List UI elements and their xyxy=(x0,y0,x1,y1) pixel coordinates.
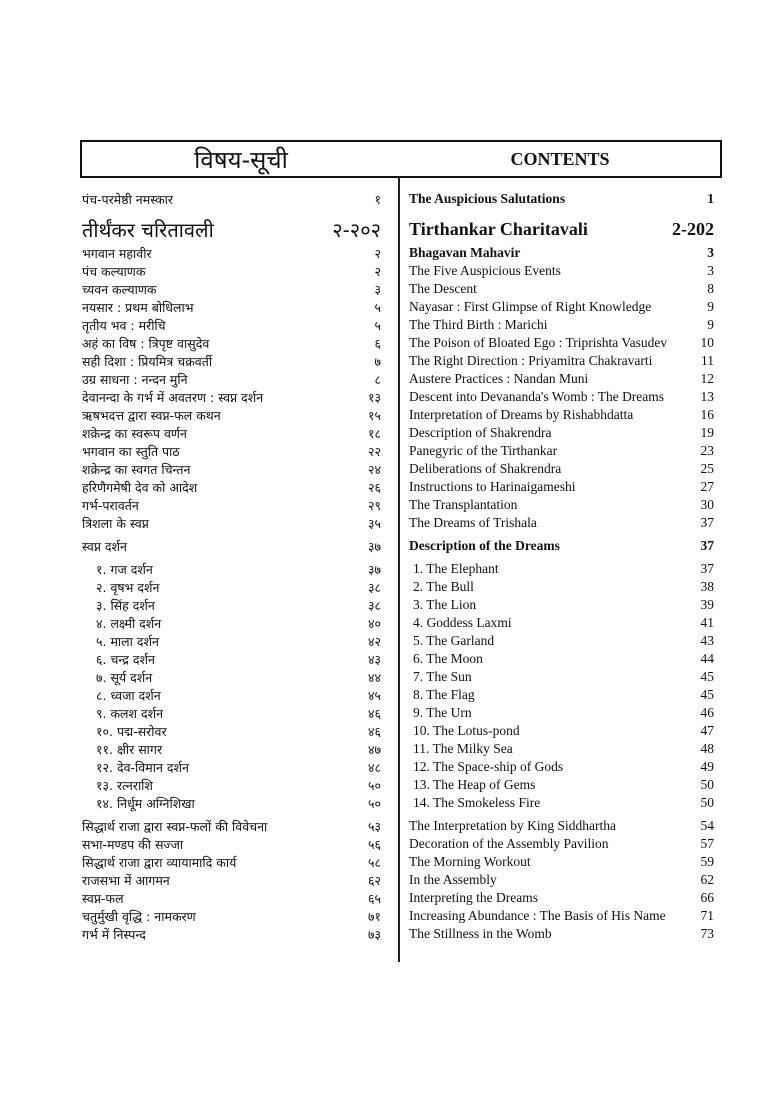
english-entry xyxy=(409,854,714,870)
toc-row xyxy=(82,190,714,208)
hindi-entry-title: ९. कलश दर्शन xyxy=(96,705,164,721)
hindi-entry-title: स्वप्न-फल xyxy=(82,890,124,906)
english-entry-title: The Interpretation by King Siddhartha xyxy=(409,818,616,833)
toc-row xyxy=(82,871,714,889)
toc-row xyxy=(82,460,714,478)
english-page-number: 37 xyxy=(700,538,714,553)
hindi-page-number: ७१ xyxy=(368,908,382,924)
toc-row xyxy=(82,388,714,406)
toc-row xyxy=(82,925,714,943)
english-entry xyxy=(409,651,714,667)
hindi-entry xyxy=(82,461,391,478)
toc-row xyxy=(82,406,714,424)
hindi-entry xyxy=(82,723,391,740)
english-entry xyxy=(409,281,714,297)
toc-row xyxy=(82,352,714,370)
hindi-entry xyxy=(82,615,391,632)
english-page-number: 45 xyxy=(700,669,714,684)
hindi-page-number: १ xyxy=(374,191,382,207)
english-entry xyxy=(409,461,714,477)
english-entry xyxy=(409,191,714,207)
hindi-entry-title: गर्भ-परावर्तन xyxy=(82,497,139,513)
english-entry xyxy=(409,497,714,513)
english-page-number: 1 xyxy=(707,191,714,206)
toc-row xyxy=(82,614,714,632)
hindi-page-number: ६५ xyxy=(368,890,382,906)
hindi-page-number: २४ xyxy=(368,461,382,477)
english-page-number: 37 xyxy=(700,561,714,576)
hindi-page-number: ४२ xyxy=(368,633,382,649)
english-entry-title: Increasing Abundance : The Basis of His Name xyxy=(409,908,666,923)
english-entry-title: 7. The Sun xyxy=(413,669,472,684)
hindi-entry xyxy=(82,633,391,650)
toc-row xyxy=(82,560,714,578)
hindi-page-number: ७ xyxy=(374,353,382,369)
english-entry xyxy=(409,479,714,495)
english-entry xyxy=(409,633,714,649)
hindi-page-number: ५३ xyxy=(368,818,382,834)
hindi-entry xyxy=(82,281,391,298)
english-entry-title: 9. The Urn xyxy=(413,705,472,720)
english-entry xyxy=(409,538,714,554)
english-entry-title: The Third Birth : Marichi xyxy=(409,317,548,332)
english-entry xyxy=(409,561,714,577)
hindi-entry xyxy=(82,777,391,794)
hindi-entry-title: सभा-मण्डप की सज्जा xyxy=(82,836,184,852)
hindi-entry-title: भगवान महावीर xyxy=(82,245,152,261)
english-entry xyxy=(409,872,714,888)
english-entry-title: 8. The Flag xyxy=(413,687,475,702)
english-entry xyxy=(409,687,714,703)
hindi-entry-title: ७. सूर्य दर्शन xyxy=(96,669,153,685)
hindi-page-number: ५ xyxy=(374,299,382,315)
hindi-entry-title: १. गज दर्शन xyxy=(96,561,153,577)
english-entry-title: Instructions to Harinaigameshi xyxy=(409,479,576,494)
english-entry xyxy=(409,407,714,423)
hindi-entry-title: पंच कल्याणक xyxy=(82,263,146,279)
hindi-entry xyxy=(82,479,391,496)
hindi-title: विषय-सूची xyxy=(194,145,288,174)
hindi-page-number: ५० xyxy=(368,795,382,811)
english-page-number: 50 xyxy=(700,777,714,792)
toc-row xyxy=(82,262,714,280)
english-page-number: 19 xyxy=(700,425,714,440)
hindi-page-number: २-२०२ xyxy=(332,217,382,242)
hindi-entry xyxy=(82,371,391,388)
toc-row xyxy=(82,442,714,460)
english-entry xyxy=(409,890,714,906)
english-page-number: 62 xyxy=(700,872,714,887)
toc-row xyxy=(82,632,714,650)
english-entry-title: The Stillness in the Womb xyxy=(409,926,552,941)
hindi-page-number: १३ xyxy=(368,389,382,405)
hindi-page-number: ५८ xyxy=(368,854,382,870)
english-page-number: 43 xyxy=(700,633,714,648)
english-entry xyxy=(409,443,714,459)
english-entry xyxy=(409,795,714,811)
hindi-entry xyxy=(82,836,391,853)
toc-row xyxy=(82,758,714,776)
english-page-number: 13 xyxy=(700,389,714,404)
toc-row xyxy=(82,817,714,835)
hindi-entry xyxy=(82,353,391,370)
english-title: CONTENTS xyxy=(510,148,610,169)
hindi-entry-title: तृतीय भव : मरीचि xyxy=(82,317,166,333)
hindi-entry-title: सिद्धार्थ राजा द्वारा स्वप्न-फलों की विवेचना xyxy=(82,818,268,834)
english-entry xyxy=(409,908,714,924)
contents-header-box xyxy=(80,140,722,178)
toc-row xyxy=(82,478,714,496)
toc-row xyxy=(82,244,714,262)
hindi-entry-title: भगवान का स्तुति पाठ xyxy=(82,443,180,459)
hindi-entry-title: ऋषभदत्त द्वारा स्वप्न-फल कथन xyxy=(82,407,221,423)
hindi-entry xyxy=(82,497,391,514)
toc-row xyxy=(82,537,714,555)
hindi-entry-title: अहं का विष : त्रिपृष्ट वासुदेव xyxy=(82,335,210,351)
english-entry xyxy=(409,926,714,942)
hindi-entry-title: १३. रत्नराशि xyxy=(96,777,153,793)
hindi-entry xyxy=(82,389,391,406)
hindi-entry xyxy=(82,890,391,907)
english-entry xyxy=(409,389,714,405)
toc-row xyxy=(82,907,714,925)
english-entry xyxy=(409,263,714,279)
hindi-page-number: ४६ xyxy=(368,705,382,721)
english-page-number: 71 xyxy=(700,908,714,923)
hindi-entry-title: १४. निर्धूम अग्निशिखा xyxy=(96,795,195,811)
hindi-entry-title: राजसभा में आगमन xyxy=(82,872,170,888)
hindi-entry-title: देवानन्दा के गर्भ में अवतरण : स्वप्न दर्शन xyxy=(82,389,264,405)
hindi-entry xyxy=(82,818,391,835)
hindi-page-number: ३८ xyxy=(368,597,382,613)
hindi-page-number: ७३ xyxy=(368,926,382,942)
hindi-entry-title: १०. पद्म-सरोवर xyxy=(96,723,167,739)
english-entry-title: Interpretation of Dreams by Rishabhdatta xyxy=(409,407,634,422)
hindi-page-number: ४८ xyxy=(368,759,382,775)
english-page-number: 2-202 xyxy=(672,218,714,239)
english-entry-title: The Dreams of Trishala xyxy=(409,515,537,530)
english-entry xyxy=(409,371,714,387)
english-entry xyxy=(409,705,714,721)
hindi-page-number: ४७ xyxy=(368,741,382,757)
english-entry xyxy=(409,836,714,852)
english-entry-title: The Five Auspicious Events xyxy=(409,263,561,278)
hindi-entry-title: ११. क्षीर सागर xyxy=(96,741,163,757)
toc-row xyxy=(82,370,714,388)
hindi-page-number: ३५ xyxy=(368,515,382,531)
hindi-page-number: २९ xyxy=(368,497,382,513)
english-entry-title: 2. The Bull xyxy=(413,579,474,594)
english-entry-title: The Morning Workout xyxy=(409,854,531,869)
english-entry-title: 13. The Heap of Gems xyxy=(413,777,536,792)
hindi-entry-title: २. वृषभ दर्शन xyxy=(96,579,160,595)
hindi-entry-title: नयसार : प्रथम बोधिलाभ xyxy=(82,299,194,315)
hindi-entry xyxy=(82,538,391,555)
hindi-page-number: ५० xyxy=(368,777,382,793)
hindi-entry xyxy=(82,515,391,532)
hindi-entry xyxy=(82,263,391,280)
english-entry-title: Interpreting the Dreams xyxy=(409,890,538,905)
english-entry-title: 11. The Milky Sea xyxy=(413,741,513,756)
english-page-number: 46 xyxy=(700,705,714,720)
hindi-page-number: ६ xyxy=(374,335,382,351)
hindi-entry-title: च्यवन कल्याणक xyxy=(82,281,157,297)
hindi-entry xyxy=(82,651,391,668)
hindi-entry-title: ३. सिंह दर्शन xyxy=(96,597,155,613)
english-page-number: 38 xyxy=(700,579,714,594)
english-entry-title: The Right Direction : Priyamitra Chakravarti xyxy=(409,353,653,368)
english-page-number: 66 xyxy=(700,890,714,905)
hindi-page-number: ४५ xyxy=(368,687,382,703)
hindi-entry-title: गर्भ में निस्पन्द xyxy=(82,926,146,942)
english-entry xyxy=(409,425,714,441)
english-page-number: 8 xyxy=(707,281,714,296)
english-page-number: 3 xyxy=(707,263,714,278)
hindi-entry xyxy=(82,872,391,889)
hindi-entry xyxy=(82,579,391,596)
english-page-number: 44 xyxy=(700,651,714,666)
english-entry-title: The Descent xyxy=(409,281,477,296)
hindi-entry-title: ६. चन्द्र दर्शन xyxy=(96,651,155,667)
english-entry-title: The Transplantation xyxy=(409,497,518,512)
english-entry-title: 6. The Moon xyxy=(413,651,483,666)
hindi-page-number: २६ xyxy=(368,479,382,495)
hindi-entry xyxy=(82,795,391,812)
english-page-number: 39 xyxy=(700,597,714,612)
toc-row xyxy=(82,740,714,758)
hindi-page-number: २२ xyxy=(368,443,382,459)
english-page-number: 49 xyxy=(700,759,714,774)
toc-row xyxy=(82,776,714,794)
hindi-page-number: ५६ xyxy=(368,836,382,852)
hindi-entry xyxy=(82,705,391,722)
english-entry xyxy=(409,818,714,834)
english-entry xyxy=(409,579,714,595)
hindi-entry-title: सही दिशा : प्रियमित्र चक्रवर्ती xyxy=(82,353,213,369)
toc-row xyxy=(82,424,714,442)
hindi-entry-title: तीर्थंकर चरितावली xyxy=(82,217,214,242)
toc-row xyxy=(82,686,714,704)
hindi-page-number: २ xyxy=(374,245,382,261)
hindi-entry-title: शक्रेन्द्र का स्वगत चिन्तन xyxy=(82,461,191,477)
toc-row xyxy=(82,334,714,352)
english-entry xyxy=(409,615,714,631)
english-entry-title: Descent into Devananda's Womb : The Dreams xyxy=(409,389,665,404)
english-page-number: 50 xyxy=(700,795,714,810)
toc-row xyxy=(82,316,714,334)
hindi-entry xyxy=(82,407,391,424)
toc-row xyxy=(82,889,714,907)
english-entry-title: Nayasar : First Glimpse of Right Knowledge xyxy=(409,299,652,314)
english-page-number: 27 xyxy=(700,479,714,494)
english-page-number: 37 xyxy=(700,515,714,530)
english-page-number: 41 xyxy=(700,615,714,630)
english-page-number: 3 xyxy=(707,245,714,260)
english-page-number: 10 xyxy=(700,335,714,350)
english-page-number: 59 xyxy=(700,854,714,869)
english-page-number: 45 xyxy=(700,687,714,702)
hindi-entry xyxy=(82,926,391,943)
toc-row xyxy=(82,298,714,316)
toc-row xyxy=(82,704,714,722)
english-entry-title: Austere Practices : Nandan Muni xyxy=(409,371,589,386)
english-page-number: 48 xyxy=(700,741,714,756)
english-entry xyxy=(409,515,714,531)
hindi-page-number: ४४ xyxy=(368,669,382,685)
hindi-page-number: ३७ xyxy=(368,561,382,577)
english-entry-title: 14. The Smokeless Fire xyxy=(413,795,541,810)
hindi-entry-title: ५. माला दर्शन xyxy=(96,633,159,649)
english-entry xyxy=(409,669,714,685)
hindi-entry-title: पंच-परमेष्ठी नमस्कार xyxy=(82,191,174,207)
hindi-entry xyxy=(82,908,391,925)
english-entry-title: Deliberations of Shakrendra xyxy=(409,461,562,476)
toc-row xyxy=(82,496,714,514)
hindi-entry xyxy=(82,669,391,686)
hindi-page-number: १५ xyxy=(368,407,382,423)
hindi-page-number: ८ xyxy=(374,371,382,387)
english-entry-title: Decoration of the Assembly Pavilion xyxy=(409,836,609,851)
toc-row xyxy=(82,214,714,244)
toc-row xyxy=(82,514,714,532)
hindi-entry xyxy=(82,317,391,334)
english-entry-title: Panegyric of the Tirthankar xyxy=(409,443,558,458)
toc-row xyxy=(82,668,714,686)
english-entry xyxy=(409,353,714,369)
hindi-entry xyxy=(82,687,391,704)
english-page-number: 11 xyxy=(701,353,714,368)
english-page-number: 54 xyxy=(700,818,714,833)
hindi-page-number: ३७ xyxy=(368,538,382,554)
english-entry-title: The Poison of Bloated Ego : Triprishta Vasudev xyxy=(409,335,668,350)
english-page-number: 57 xyxy=(700,836,714,851)
hindi-page-number: ४३ xyxy=(368,651,382,667)
toc-row xyxy=(82,722,714,740)
english-page-number: 12 xyxy=(700,371,714,386)
hindi-entry-title: १२. देव-विमान दर्शन xyxy=(96,759,189,775)
english-page-number: 73 xyxy=(700,926,714,941)
hindi-page-number: ३ xyxy=(374,281,382,297)
hindi-entry xyxy=(82,759,391,776)
english-page-number: 9 xyxy=(707,317,714,332)
english-entry xyxy=(409,335,714,351)
toc-row xyxy=(82,596,714,614)
hindi-entry xyxy=(82,191,391,208)
hindi-entry xyxy=(82,425,391,442)
hindi-entry xyxy=(82,741,391,758)
hindi-page-number: ३८ xyxy=(368,579,382,595)
hindi-page-number: ६२ xyxy=(368,872,382,888)
english-page-number: 30 xyxy=(700,497,714,512)
hindi-entry-title: ४. लक्ष्मी दर्शन xyxy=(96,615,162,631)
contents-table xyxy=(82,190,714,943)
hindi-entry-title: स्वप्न दर्शन xyxy=(82,538,127,554)
english-entry-title: 1. The Elephant xyxy=(413,561,499,576)
english-entry-title: 10. The Lotus-pond xyxy=(413,723,520,738)
english-entry-title: In the Assembly xyxy=(409,872,497,887)
hindi-page-number: ४० xyxy=(368,615,382,631)
english-entry xyxy=(409,723,714,739)
english-entry xyxy=(409,219,714,240)
hindi-entry xyxy=(82,335,391,352)
hindi-entry-title: सिद्धार्थ राजा द्वारा व्यायामादि कार्य xyxy=(82,854,237,870)
toc-row xyxy=(82,853,714,871)
english-entry xyxy=(409,245,714,261)
english-entry xyxy=(409,299,714,315)
toc-row xyxy=(82,794,714,812)
english-entry-title: 12. The Space-ship of Gods xyxy=(413,759,564,774)
english-entry xyxy=(409,759,714,775)
english-entry-title: The Auspicious Salutations xyxy=(409,191,566,206)
english-entry xyxy=(409,741,714,757)
hindi-page-number: १८ xyxy=(368,425,382,441)
english-page-number: 23 xyxy=(700,443,714,458)
hindi-entry-title: त्रिशला के स्वप्न xyxy=(82,515,149,531)
hindi-entry xyxy=(82,854,391,871)
toc-row xyxy=(82,280,714,298)
english-entry-title: 5. The Garland xyxy=(413,633,495,648)
hindi-entry xyxy=(82,561,391,578)
hindi-page-number: २ xyxy=(374,263,382,279)
hindi-page-number: ४६ xyxy=(368,723,382,739)
hindi-entry-title: ८. ध्वजा दर्शन xyxy=(96,687,161,703)
english-page-number: 16 xyxy=(700,407,714,422)
english-entry xyxy=(409,777,714,793)
toc-row xyxy=(82,650,714,668)
english-entry-title: Tirthankar Charitavali xyxy=(409,218,588,239)
english-entry-title: Description of the Dreams xyxy=(409,538,560,553)
english-page-number: 25 xyxy=(700,461,714,476)
hindi-entry-title: शक्रेन्द्र का स्वरूप वर्णन xyxy=(82,425,187,441)
hindi-entry-title: चतुर्मुखी वृद्धि : नामकरण xyxy=(82,908,196,924)
hindi-entry-title: उग्र साधना : नन्दन मुनि xyxy=(82,371,188,387)
hindi-page-number: ५ xyxy=(374,317,382,333)
english-entry xyxy=(409,597,714,613)
english-entry-title: 4. Goddess Laxmi xyxy=(413,615,512,630)
hindi-entry xyxy=(82,443,391,460)
hindi-entry-title: हरिणैगमेषी देव को आदेश xyxy=(82,479,198,495)
hindi-entry xyxy=(82,597,391,614)
hindi-entry xyxy=(82,245,391,262)
hindi-entry xyxy=(82,216,391,243)
english-page-number: 9 xyxy=(707,299,714,314)
english-entry xyxy=(409,317,714,333)
hindi-entry xyxy=(82,299,391,316)
toc-row xyxy=(82,835,714,853)
english-entry-title: Bhagavan Mahavir xyxy=(409,245,521,260)
english-entry-title: Description of Shakrendra xyxy=(409,425,552,440)
english-entry-title: 3. The Lion xyxy=(413,597,477,612)
toc-row xyxy=(82,578,714,596)
english-page-number: 47 xyxy=(700,723,714,738)
